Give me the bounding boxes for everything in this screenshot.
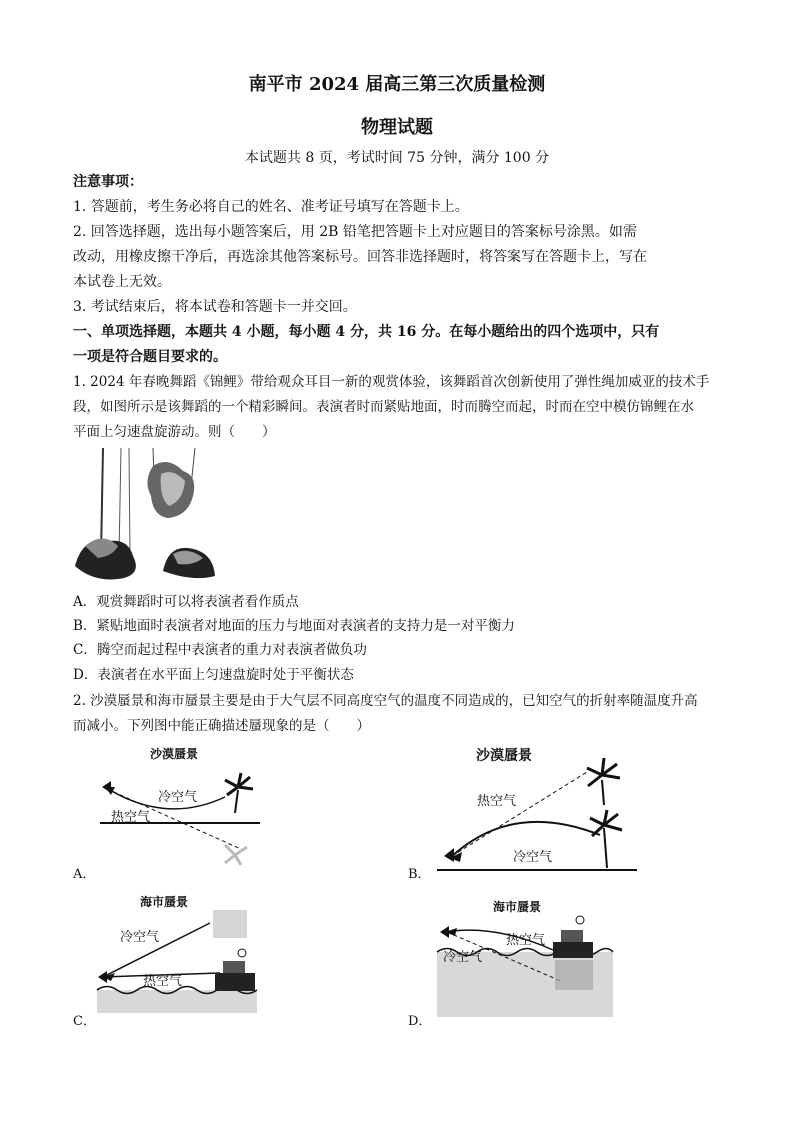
figure-b-title: 沙漠蜃景 (476, 748, 532, 764)
figure-c-title: 海市蜃景 (140, 895, 189, 909)
figure-d-upper-label: 热空气 (506, 933, 546, 948)
figure-d-title: 海市蜃景 (493, 900, 542, 914)
q1-stem-line: 段，如图所示是该舞蹈的一个精彩瞬间。表演者时而紧贴地面，时而腾空而起，时而在空中模仿锦鲤在水 (73, 399, 694, 415)
figure-a-upper-label: 冷空气 (158, 790, 198, 805)
note-line: 3. 考试结束后，将本试卷和答题卡一并交回。 (73, 299, 357, 315)
figure-a-lower-label: 热空气 (111, 810, 151, 825)
q2-stem-line: 而减小。下列图中能正确描述蜃现象的是（ ） (73, 718, 370, 734)
figure-a-option: A． (73, 867, 96, 882)
q1-option-c: C．腾空而起过程中表演者的重力对表演者做负功 (73, 642, 367, 658)
figure-c-diagram (95, 905, 265, 1015)
q1-stem-line: 1. 2024 年春晚舞蹈《锦鲤》带给观众耳目一新的观赏体验，该舞蹈首次创新使用了弹性绳加威亚的技术手 (73, 374, 710, 390)
figure-a-title: 沙漠蜃景 (150, 747, 199, 761)
exam-title: 南平市 2024 届高三第三次质量检测 (248, 74, 546, 95)
q1-option-a: A．观赏舞蹈时可以将表演者看作质点 (73, 594, 299, 610)
q2-stem-line: 2. 沙漠蜃景和海市蜃景主要是由于大气层不同高度空气的温度不同造成的，已知空气的折射率随温度升高 (73, 693, 698, 709)
figure-c-option: C． (73, 1014, 96, 1029)
figure-b-option: B． (408, 867, 431, 882)
figure-b-lower-label: 冷空气 (513, 850, 553, 865)
figure-c-lower-label: 热空气 (143, 974, 183, 989)
figure-c-upper-label: 冷空气 (120, 930, 160, 945)
section-heading: 一、单项选择题，本题共 4 小题，每小题 4 分，共 16 分。在每小题给出的四个选项中，只有 (73, 324, 660, 340)
q1-stem-line: 平面上匀速盘旋游动。则（ ） (73, 424, 276, 440)
dance-photo (73, 446, 218, 583)
section-heading: 一项是符合题目要求的。 (73, 349, 227, 365)
note-line: 2. 回答选择题，选出每小题答案后，用 2B 铅笔把答题卡上对应题目的答案标号涂黑。如需 (73, 224, 637, 240)
q1-option-d: D．表演者在水平面上匀速盘旋时处于平衡状态 (73, 667, 354, 683)
note-line: 本试卷上无效。 (73, 274, 171, 290)
exam-info: 本试题共 8 页，考试时间 75 分钟，满分 100 分 (244, 150, 550, 166)
q1-option-b: B．紧贴地面时表演者对地面的压力与地面对表演者的支持力是一对平衡力 (73, 618, 515, 634)
note-line: 改动，用橡皮擦干净后，再选涂其他答案标号。回答非选择题时，将答案写在答题卡上，写在 (73, 249, 647, 265)
figure-d-lower-label: 冷空气 (443, 950, 483, 965)
figure-b-upper-label: 热空气 (477, 794, 517, 809)
note-line: 1. 答题前，考生务必将自己的姓名、准考证号填写在答题卡上。 (73, 199, 469, 215)
subject-title: 物理试题 (361, 117, 433, 138)
notes-heading: 注意事项： (73, 174, 143, 190)
figure-d-option: D． (408, 1014, 432, 1029)
